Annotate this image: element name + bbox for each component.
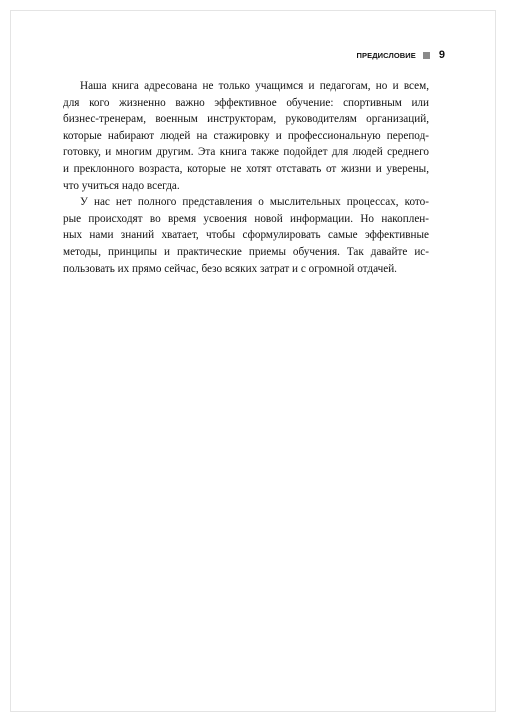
text-line: методы, принципы и практические приемы обучения. Так давайте ис-: [63, 245, 429, 258]
running-header: [357, 49, 446, 61]
text-line: пользовать их прямо сейчас, безо всяких затрат и с огромной отдачей.: [63, 262, 397, 275]
paragraph-2: [63, 194, 429, 277]
text-line: готовку, и многим другим. Эта книга также подойдет для людей среднего: [63, 146, 429, 159]
text-line: Наша книга адресована не только учащимся и педагогам, но и всем,: [80, 80, 429, 92]
text-line: бизнес-тренерам, военным инструкторам, руководителям организаций,: [63, 113, 429, 126]
text-line: У нас нет полного представления о мыслительных процессах, кото-: [80, 196, 429, 209]
paragraph-1: [63, 78, 429, 194]
body-text: [63, 78, 429, 277]
page-number: 9: [438, 49, 445, 61]
text-line: и преклонного возраста, которые не хотят отставать от жизни и уверены,: [63, 162, 429, 175]
header-square-ornament: [423, 52, 430, 59]
text-line: ных нами знаний хватает, чтобы сформулировать самые эффективные: [63, 229, 429, 242]
text-line: для кого жизненно важно эффективное обучение: спортивным или: [63, 96, 429, 109]
text-line: что учиться надо всегда.: [63, 179, 180, 192]
section-title: ПРЕДИСЛОВИЕ: [356, 50, 416, 60]
text-line: рые происходят во время усвоения новой информации. Но накоплен-: [63, 212, 429, 225]
text-line: которые набирают людей на стажировку и профессиональную перепод-: [63, 129, 429, 142]
